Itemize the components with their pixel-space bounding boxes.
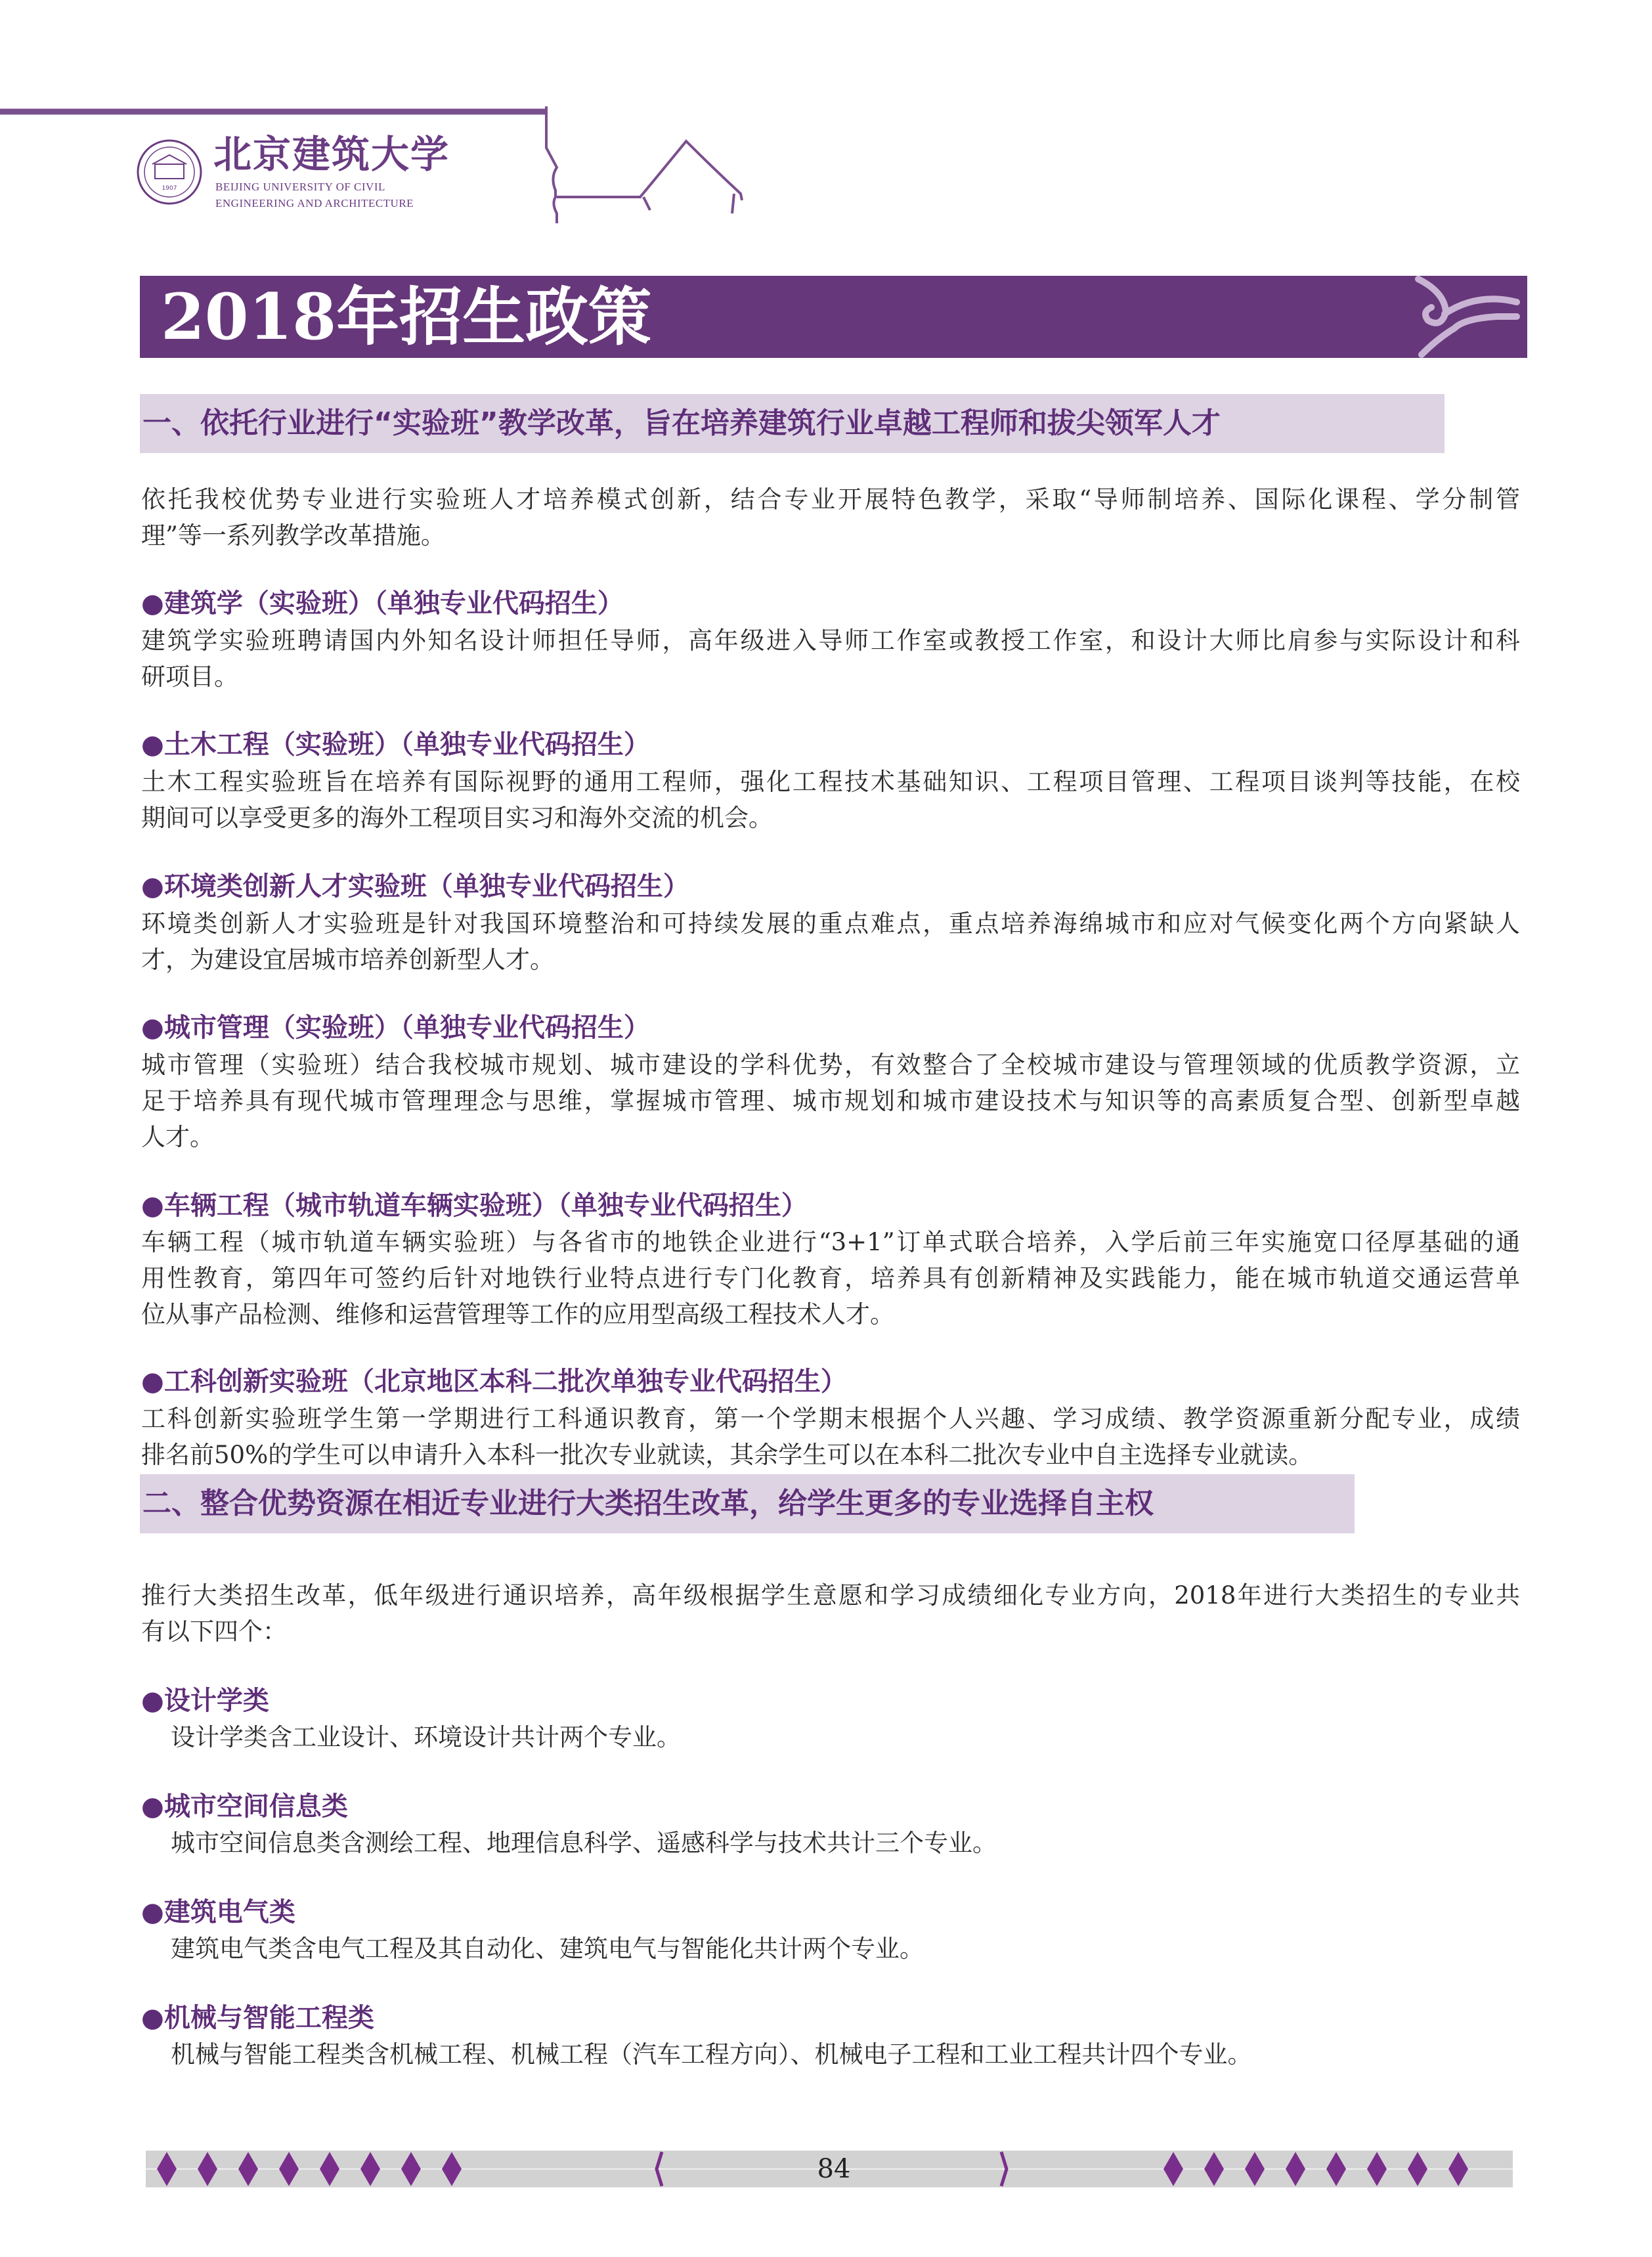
text-line: 依托我校优势专业进行实验班人才培养模式创新，结合专业开展特色教学，采取“导师制培养、国际化课程、学分制管 [141,485,1520,514]
diamond-icon [360,2152,380,2186]
diamond-icon [1326,2152,1346,2186]
diamond-icon [1245,2152,1265,2186]
university-logo-chinese: 北京建筑大学 [213,132,450,177]
text-line: 建筑电气类含电气工程及其自动化、建筑电气与智能化共计两个专业。 [171,1935,924,1963]
diamond-icon [442,2152,462,2186]
text-line: 环境类创新人才实验班是针对我国环境整治和可持续发展的重点难点，重点培养海绵城市和应对气候变化两个方向紧缺人 [141,909,1520,938]
cloud-ornament-icon [1405,276,1527,358]
item-text-urban-spatial-info [171,1825,1550,1861]
text-line: 位从事产品检测、维修和运营管理等工作的应用型高级工程技术人才。 [141,1300,894,1328]
text-line: 车辆工程（城市轨道车辆实验班）与各省市的地铁企业进行“3+1”订单式联合培养，入学后前三年实施宽口径厚基础的通 [141,1228,1520,1256]
text-line: 机械与智能工程类含机械工程、机械工程（汽车工程方向）、机械电子工程和工业工程共计四个专业。 [171,2040,1252,2069]
seal-year: 1907 [162,185,177,192]
text-line: 土木工程实验班旨在培养有国际视野的通用工程师，强化工程技术基础知识、工程项目管理、工程项目谈判等技能，在校 [141,768,1520,796]
item-heading-environment: ●环境类创新人才实验班（单独专业代码招生） [141,871,689,902]
text-line: 人才。 [141,1123,214,1151]
item-heading-design: ●设计学类 [141,1686,269,1716]
item-text-urban-management [141,1047,1520,1155]
diamond-icon [1448,2152,1468,2186]
section1-heading-band [140,394,1445,453]
university-logo-english-line1: BEIJING UNIVERSITY OF CIVIL [215,181,385,193]
section2-intro [141,1577,1520,1650]
item-text-design [171,1719,1550,1755]
section1-heading: 一、依托行业进行“实验班”教学改革，旨在培养建筑行业卓越工程师和拔尖领军人才 [142,406,1221,440]
diamond-icon [1408,2152,1427,2186]
text-line: 城市空间信息类含测绘工程、地理信息科学、遥感科学与技术共计三个专业。 [171,1829,997,1857]
section2-heading: 二、整合优势资源在相近专业进行大类招生改革，给学生更多的专业选择自主权 [142,1487,1154,1520]
text-line: 用性教育，第四年可签约后针对地铁行业特点进行专门化教育，培养具有创新精神及实践能力，能在城市轨道交通运营单 [141,1264,1520,1292]
text-line: 推行大类招生改革，低年级进行通识培养，高年级根据学生意愿和学习成绩细化专业方向，2018年进行大类招生的专业共 [141,1581,1520,1610]
item-heading-building-electrical: ●建筑电气类 [141,1897,295,1927]
item-heading-civil-engineering: ●土木工程（实验班）（单独专业代码招生） [141,730,650,760]
item-heading-architecture: ●建筑学（实验班）（单独专业代码招生） [141,588,624,619]
text-line: 才，为建设宜居城市培养创新型人才。 [141,946,554,974]
section1-intro [141,481,1520,554]
diamond-icon [320,2152,339,2186]
item-text-civil-engineering [141,764,1520,836]
text-line: 研项目。 [141,663,238,691]
section2-heading-band [140,1474,1355,1533]
text-line: 足于培养具有现代城市管理理念与思维，掌握城市管理、城市规划和城市建设技术与知识等的高素质复合型、创新型卓越 [141,1087,1520,1115]
diamond-icon [279,2152,299,2186]
diamond-icon [1163,2152,1183,2186]
diamond-icon [1367,2152,1387,2186]
page-number: 84 [817,2154,851,2184]
text-line: 有以下四个： [141,1617,287,1646]
item-heading-mechanical-intelligent: ●机械与智能工程类 [141,2003,374,2033]
item-heading-urban-management: ●城市管理（实验班）（单独专业代码招生） [141,1013,650,1043]
text-line: 期间可以享受更多的海外工程项目实习和海外交流的机会。 [141,804,773,832]
diamond-icon [157,2152,177,2186]
text-line: 建筑学实验班聘请国内外知名设计师担任导师，高年级进入导师工作室或教授工作室，和设计大师比肩参与实际设计和科 [141,626,1520,655]
item-text-building-electrical [171,1931,1550,1967]
diamond-icon [1204,2152,1224,2186]
university-seal [138,141,201,204]
diamond-icon [401,2152,421,2186]
item-heading-engineering-innovation: ●工科创新实验班（北京地区本科二批次单独专业代码招生） [141,1367,847,1397]
diamond-icon [1286,2152,1305,2186]
text-line: 城市管理（实验班）结合我校城市规划、城市建设的学科优势，有效整合了全校城市建设与管理领域的优质教学资源，立 [141,1051,1520,1079]
item-text-environment [141,906,1520,978]
diamond-icon [198,2152,217,2186]
text-line: 理”等一系列教学改革措施。 [141,521,445,550]
item-text-architecture [141,623,1520,695]
text-line: 工科创新实验班学生第一学期进行工科通识教育，第一个学期末根据个人兴趣、学习成绩、教学资源重新分配专业，成绩 [141,1405,1520,1433]
item-heading-urban-spatial-info: ●城市空间信息类 [141,1791,348,1822]
item-heading-vehicle-engineering: ●车辆工程（城市轨道车辆实验班）（单独专业代码招生） [141,1191,808,1221]
diamond-icon [238,2152,258,2186]
item-text-vehicle-engineering [141,1224,1520,1332]
page-title: 2018年招生政策 [161,280,652,354]
text-line: 排名前50%的学生可以申请升入本科一批次专业就读，其余学生可以在本科二批次专业中自主选择专业就读。 [141,1441,1313,1469]
item-text-mechanical-intelligent [171,2036,1550,2072]
text-line: 设计学类含工业设计、环境设计共计两个专业。 [171,1723,681,1751]
university-logo-english-line2: ENGINEERING AND ARCHITECTURE [215,197,414,209]
item-text-engineering-innovation [141,1401,1520,1473]
